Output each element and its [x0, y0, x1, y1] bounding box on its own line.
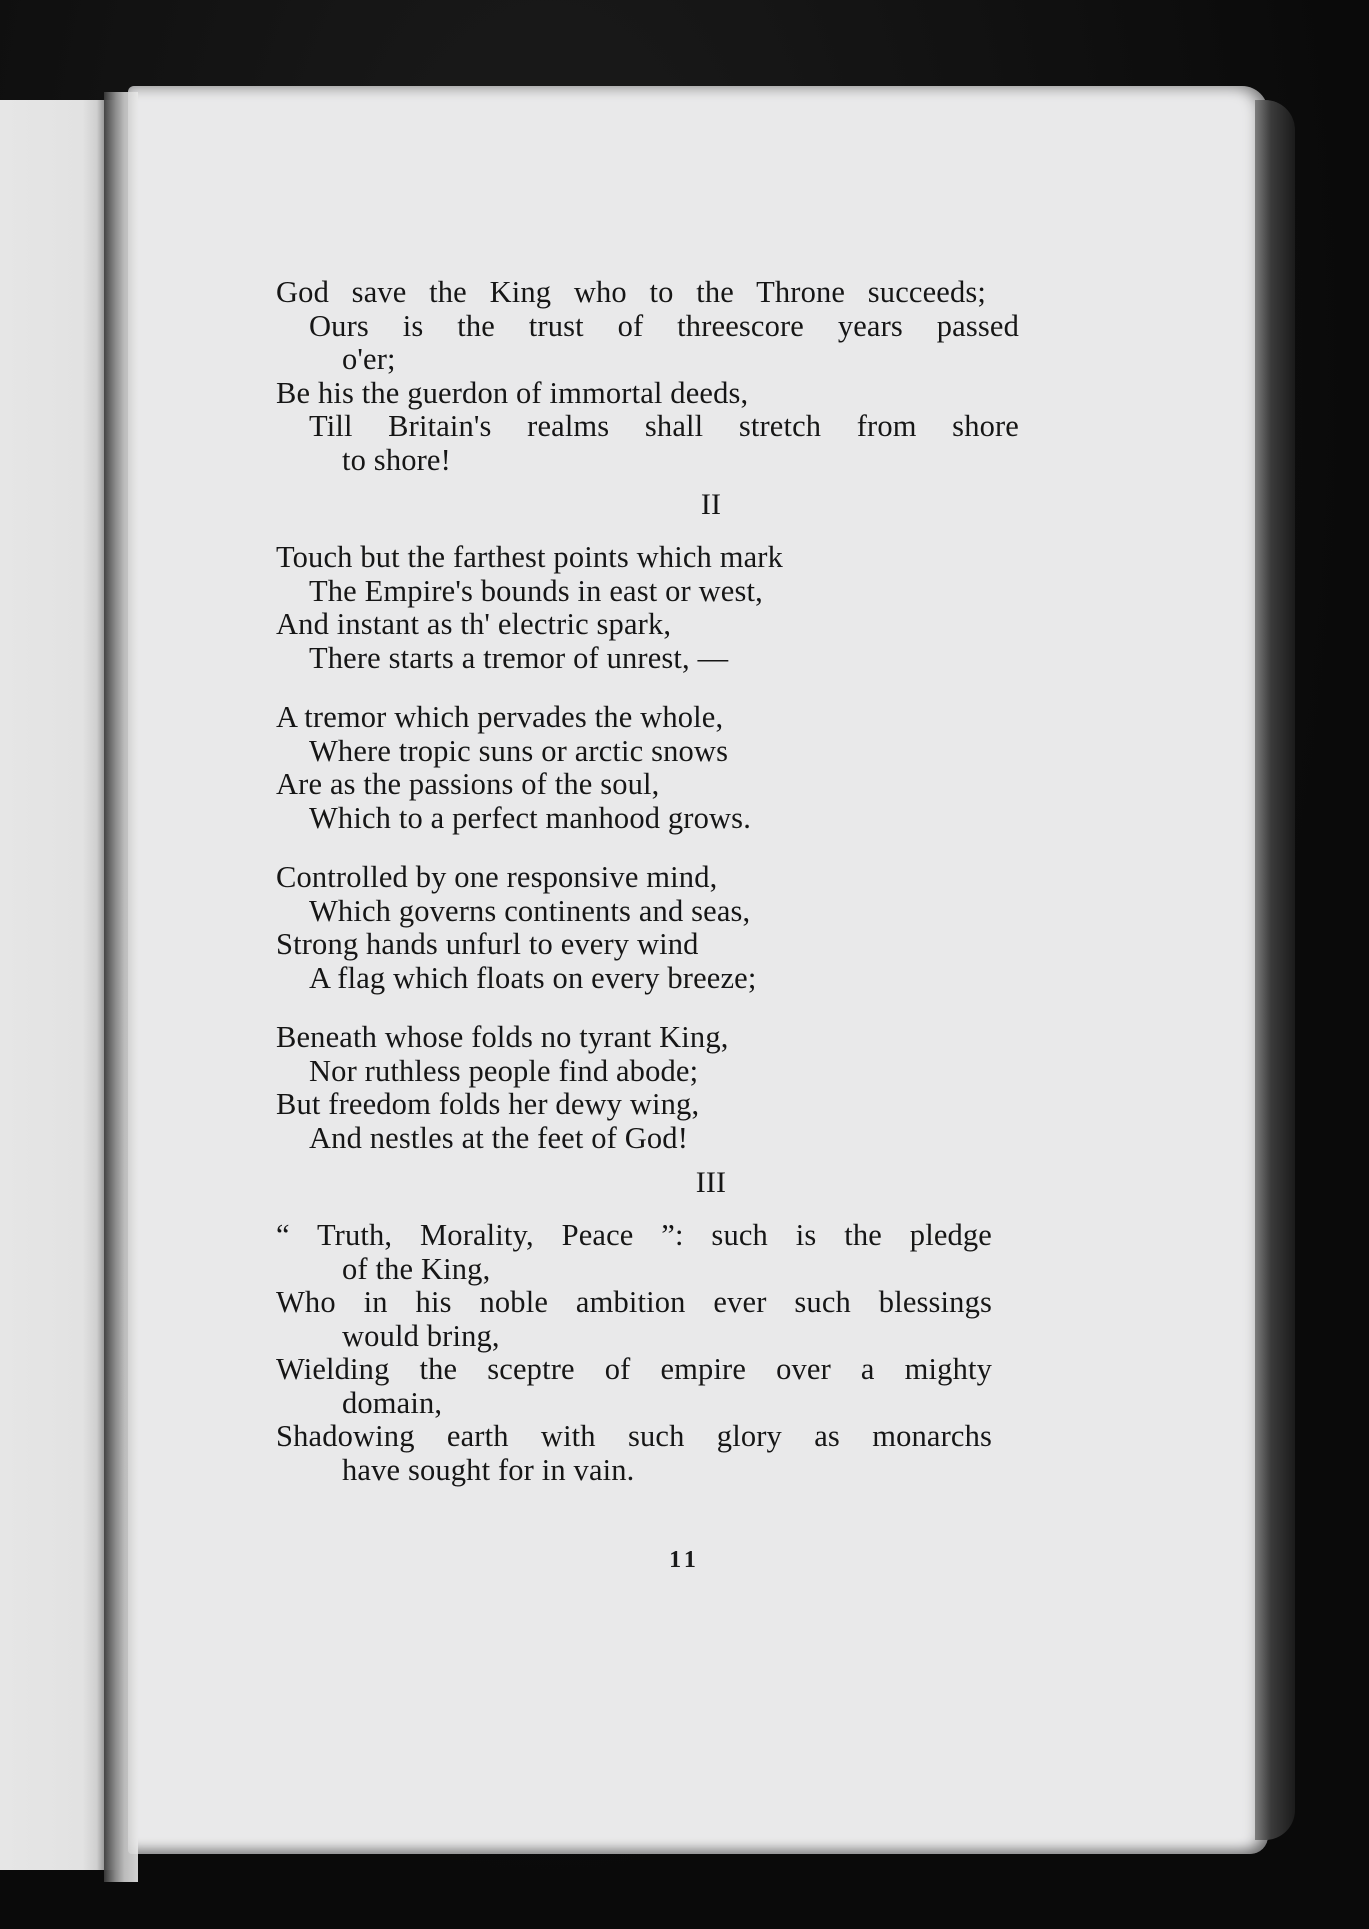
page-number: 11	[669, 1547, 700, 1573]
stanza	[276, 861, 1156, 995]
poem-part-2	[276, 541, 1156, 1155]
poem-line: And instant as th' electric spark,	[276, 607, 672, 641]
poem-line: Nor ruthless people find abode;	[309, 1053, 699, 1088]
section-heading-ii: II	[700, 488, 722, 521]
poem-line: Till Britain's realms shall stretch from shore	[309, 410, 1019, 443]
poem-line: domain,	[342, 1385, 443, 1420]
poem-line: Touch but the farthest points which mark	[276, 540, 784, 574]
poem-line: Are as the passions of the soul,	[276, 767, 660, 801]
book-gutter	[104, 92, 138, 1882]
poem-line: A flag which floats on every breeze;	[309, 960, 757, 995]
poem-line: God save the King who to the Throne succeeds;	[276, 276, 986, 309]
stanza	[276, 541, 1156, 675]
poem-text	[276, 276, 1156, 1487]
poem-line: And nestles at the feet of God!	[309, 1120, 689, 1155]
poem-line: The Empire's bounds in east or west,	[309, 573, 763, 608]
left-page-edge	[0, 100, 118, 1870]
poem-line: Beneath whose folds no tyrant King,	[276, 1020, 729, 1054]
poem-part-1	[276, 276, 1156, 477]
poem-line: Strong hands unfurl to every wind	[276, 927, 699, 961]
poem-line: Be his the guerdon of immortal deeds,	[276, 375, 749, 410]
poem-line: have sought for in vain.	[342, 1452, 635, 1487]
poem-line: Wielding the sceptre of empire over a mighty	[276, 1353, 992, 1386]
poem-part-3	[276, 1219, 1156, 1487]
poem-line: o'er;	[342, 342, 396, 376]
poem-line: Shadowing earth with such glory as monarchs	[276, 1420, 992, 1453]
poem-line: Ours is the trust of threescore years passed	[309, 309, 1019, 343]
section-heading-iii: III	[695, 1166, 727, 1199]
poem-line: There starts a tremor of unrest, —	[309, 640, 729, 675]
poem-line: of the King,	[342, 1251, 491, 1286]
poem-line: Which governs continents and seas,	[309, 893, 751, 928]
poem-line: Who in his noble ambition ever such blessings	[276, 1286, 992, 1319]
stanza	[276, 1021, 1156, 1155]
page-edge-shadow	[1255, 100, 1295, 1840]
stanza	[276, 701, 1156, 835]
stanza	[276, 276, 1156, 477]
poem-line: would bring,	[342, 1318, 500, 1353]
poem-line: Where tropic suns or arctic snows	[309, 733, 729, 768]
poem-line: to shore!	[342, 442, 451, 477]
poem-line: Controlled by one responsive mind,	[276, 860, 718, 894]
poem-line: “ Truth, Morality, Peace ”: such is the pledge	[276, 1219, 992, 1252]
poem-line: But freedom folds her dewy wing,	[276, 1087, 700, 1121]
poem-line: A tremor which pervades the whole,	[276, 700, 724, 734]
stanza	[276, 1219, 1156, 1487]
poem-line: Which to a perfect manhood grows.	[309, 800, 751, 835]
